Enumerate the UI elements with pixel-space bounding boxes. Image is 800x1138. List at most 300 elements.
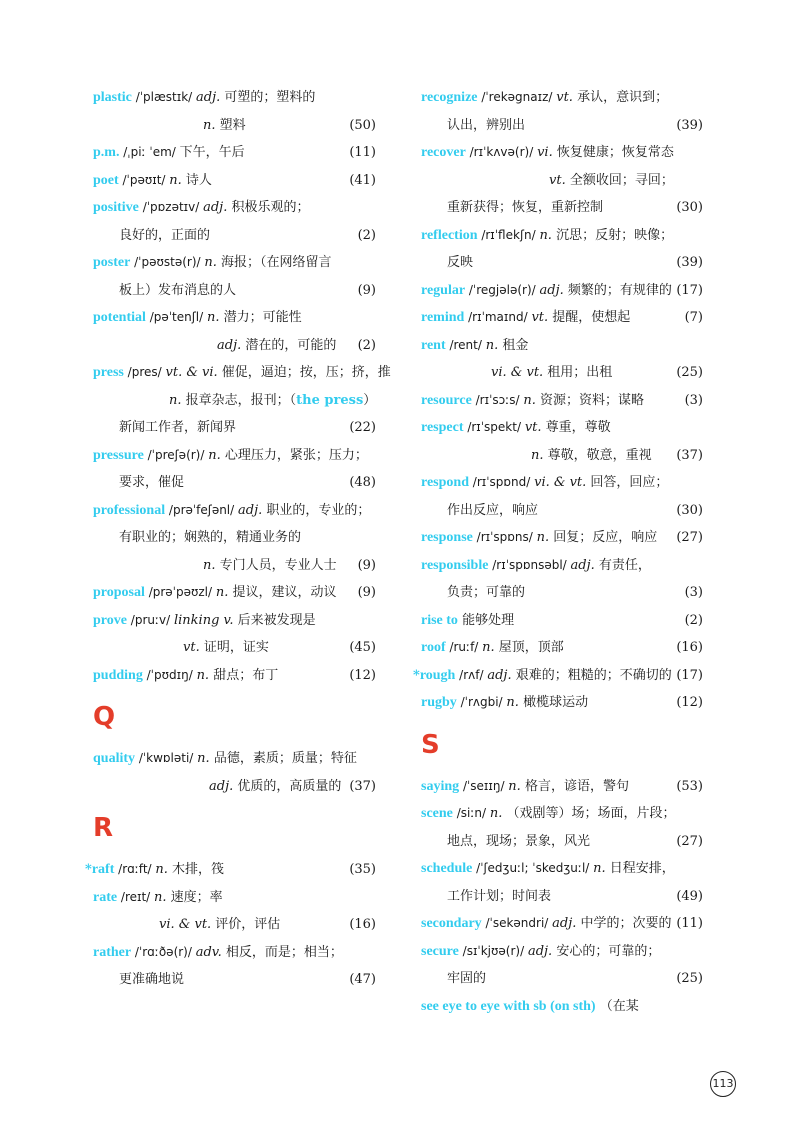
part-of-speech: adj. [570,557,595,573]
glossary-line [93,414,376,442]
unit-reference: (39) [676,255,703,270]
headword: rough [419,667,456,683]
part-of-speech: n. [169,172,182,188]
entry-text [421,332,528,360]
definition-text: 更准确地说 [119,972,185,987]
headword: response [421,530,473,545]
unit-reference: (37) [349,778,376,794]
phonetic: /ˈpreʃə(r)/ [143,447,209,462]
glossary-line [413,662,703,690]
phonetic: /rɪˈflekʃn/ [477,227,540,242]
definition-text: 承认，意识到； [572,90,669,105]
phonetic: /ˈsekəndri/ [481,916,553,930]
glossary-line [93,469,376,497]
unit-reference: (27) [676,530,703,545]
part-of-speech: adj. [527,943,553,959]
part-of-speech: vi. & vt. [491,365,544,380]
definition-text: 恢复健康；恢复常态 [552,145,674,160]
phonetic: /reɪt/ [117,889,155,904]
glossary-line [421,442,703,470]
unit-reference: (17) [676,282,703,298]
glossary-line [93,524,376,552]
definition-text: 报章杂志，报刊；（ [181,392,297,408]
definition-text: 后来被发现是 [233,612,316,628]
entry-text [421,910,672,938]
entry-text [421,84,668,112]
headword: regular [421,282,466,298]
headword: positive [93,200,139,215]
definition-text: 全额收回；寻回； [565,172,674,188]
definition-text: 租金 [498,337,529,353]
glossary-line [93,745,376,773]
phonetic: /ˈpəʊɪt/ [118,172,170,187]
headword: professional [93,502,166,518]
part-of-speech: n. [485,337,499,353]
page-number: 113 [710,1071,736,1097]
phonetic: /ˈʃedʒuːl; ˈskedʒuːl/ [472,861,594,875]
entry-text [119,414,236,442]
part-of-speech: adj. [203,200,228,215]
entry-text [421,304,630,332]
part-of-speech: n. [206,310,220,325]
glossary-line [421,855,703,883]
phonetic: /ˈregjələ(r)/ [465,282,540,297]
entry-text [93,662,278,690]
entry-text [93,745,357,773]
part-of-speech: adj. [539,282,564,298]
phonetic: /ˈpəʊstə(r)/ [130,255,205,269]
section-letter: S [421,729,440,760]
headword: recover [421,145,466,160]
headword: saying [421,778,460,794]
phonetic: /pruːv/ [126,612,174,627]
phonetic: /rɪˈmaɪnd/ [464,310,532,324]
part-of-speech: n. [539,227,552,243]
definition-text: 新闻工作者，新闻界 [119,420,237,435]
definition-text: （在某 [595,998,639,1014]
entry-text [217,332,336,360]
part-of-speech: n. [204,255,217,270]
headword: rise to [421,612,458,628]
glossary-line [93,249,376,277]
glossary-line [93,332,376,360]
phonetic: /siːn/ [452,806,490,820]
definition-text: 橄榄球运动 [518,695,589,710]
headword: pudding [93,667,143,683]
phonetic: /rɪˈkʌvə(r)/ [465,145,538,159]
entry-text [119,277,236,305]
definition-text: 专门人员，专业人士 [215,557,337,573]
entry-text [421,414,611,442]
definition-text: 速度；率 [166,889,223,905]
entry-text [183,634,269,662]
definition-text: 有责任， [594,557,651,573]
part-of-speech: n. [482,640,495,655]
phonetic: /prəˈfeʃənl/ [165,502,239,517]
headword: quality [93,751,136,766]
unit-reference: (3) [684,392,703,408]
definition-text: 牢固的 [447,971,487,986]
definition-text: 有职业的；娴熟的，精通业务的 [119,530,302,545]
definition-text: 塑料 [215,117,246,133]
entry-text [119,966,184,994]
headword: roof [421,640,446,655]
unit-reference: (7) [684,310,703,325]
phonetic: /ˈrekəgnaɪz/ [477,90,557,104]
entry-text [447,883,551,911]
entry-text [421,634,564,662]
unit-reference: (2) [684,612,703,628]
definition-text: * [413,667,420,683]
headword: press [93,365,124,380]
glossary-line [93,911,376,939]
definition-text: 回答，回应； [586,475,669,490]
glossary-line [421,579,703,607]
definition-text: 优质的，高质量的 [233,778,342,794]
unit-reference: (2) [357,227,376,243]
headword: rugby [421,695,457,710]
definition-text: 格言，谚语，警句 [520,778,629,794]
definition-text: 资源；资料；谋略 [535,392,645,408]
phonetic: /rʌf/ [455,667,488,682]
definition-text: 屋顶，顶部 [494,640,564,655]
phonetic: /rent/ [445,337,486,352]
definition-text: 潜在的，可能的 [241,337,337,353]
unit-reference: (3) [684,585,703,600]
glossary-line [421,828,703,856]
definition-text: 潜力；可能性 [219,310,302,325]
unit-reference: (45) [349,640,376,655]
headword: resource [421,392,472,408]
unit-reference: (50) [349,117,376,133]
glossary-line [421,84,703,112]
part-of-speech: n. [203,557,216,573]
unit-reference: (41) [349,172,376,188]
phonetic: /pəˈtenʃl/ [145,310,207,324]
glossary-line [421,938,703,966]
part-of-speech: n. [523,392,536,408]
definition-text: 租用；出租 [543,365,613,380]
glossary-line [421,277,703,305]
entry-text [93,579,337,607]
glossary-line [421,883,703,911]
entry-text [491,359,612,387]
part-of-speech: linking v. [173,612,234,628]
headword: p.m. [93,145,120,160]
definition-text: 催促，逼迫；按，压；挤，推 [217,365,391,380]
glossary-line [421,249,703,277]
entry-text [447,828,590,856]
glossary-line [421,634,703,662]
part-of-speech: vt. [524,420,542,435]
phonetic: /ˌpiː ˈem/ [119,145,180,159]
glossary-line [421,552,703,580]
part-of-speech: n. [155,862,168,877]
glossary-line [421,910,703,938]
definition-text: 中学的；次要的 [576,916,672,931]
entry-text [93,939,343,967]
phonetic: /sɪˈkjʊə(r)/ [458,943,528,958]
unit-reference: (39) [676,117,703,133]
entry-text [93,194,309,222]
entry-text [421,993,639,1021]
entry-text [413,662,672,690]
glossary-line [93,387,376,415]
part-of-speech: n. [506,695,519,710]
entry-text [203,552,337,580]
part-of-speech: n. [169,392,182,408]
definition-text: ） [363,392,377,408]
entry-text [209,773,341,801]
unit-reference: (2) [357,337,376,353]
part-of-speech: adv. [195,944,222,960]
glossary-line [93,277,376,305]
entry-text [203,112,246,140]
phonetic: /prəˈpəʊzl/ [144,585,216,599]
definition-text: 重新获得；恢复，重新控制 [447,200,604,215]
entry-text [447,965,486,993]
part-of-speech: n. [215,585,229,600]
entry-text [421,222,673,250]
entry-text [119,524,301,552]
part-of-speech: n. [203,117,216,133]
glossary-line [421,194,703,222]
part-of-speech: n. [593,861,606,876]
glossary-line [421,304,703,332]
definition-text: 积极乐观的； [227,200,310,215]
entry-text [119,469,184,497]
entry-text [93,497,370,525]
glossary-line [93,939,376,967]
glossary-line [93,884,376,912]
definition-text: 证明，证实 [199,640,269,655]
phonetic: /ˈkwɒləti/ [135,751,198,765]
entry-text [421,800,676,828]
definition-text: 诗人 [181,172,212,188]
glossary-line [93,304,376,332]
part-of-speech: n. [154,889,167,905]
definition-text: 下午，午后 [179,145,245,160]
part-of-speech: n. [196,667,210,683]
headword: rather [93,944,132,960]
headword: remind [421,310,465,325]
definition-text: 回复；反应，响应 [549,530,658,545]
entry-text [421,277,672,305]
phonetic: /rɪˈsɔːs/ [471,392,524,407]
entry-text [119,222,210,250]
part-of-speech: n. [197,751,210,766]
part-of-speech: adj. [217,337,242,353]
entry-text [421,855,675,883]
glossary-line [421,497,703,525]
headword: prove [93,612,127,628]
definition-text: 认出，辨别出 [447,117,526,133]
headword: recognize [421,90,478,105]
glossary-line [93,773,376,801]
part-of-speech: adj. [196,90,221,105]
glossary-line [93,359,391,387]
unit-reference: (25) [676,365,703,380]
phonetic: /rɪˈspɒnd/ [468,475,535,489]
definition-text: 相反，而是；相当； [221,944,343,960]
entry-text [549,167,674,195]
definition-text: 要求，催促 [119,475,185,490]
unit-reference: (16) [349,917,376,932]
headword: plastic [93,90,132,105]
glossary-line [93,84,376,112]
entry-text [93,884,223,912]
definition-text: 木排，筏 [167,862,225,877]
glossary-line [93,634,376,662]
part-of-speech: n. [508,778,521,794]
part-of-speech: vt. [183,640,200,655]
definition-text: 板上）发布消息的人 [119,282,237,298]
entry-text [421,773,629,801]
headword: respect [421,420,464,435]
part-of-speech: n. [531,447,544,463]
glossary-line [93,552,376,580]
definition-text: 甜点；布丁 [209,667,279,683]
glossary-line [421,965,703,993]
glossary-line [93,662,376,690]
entry-text [421,387,644,415]
unit-reference: (27) [676,833,703,849]
entry-text [447,497,538,525]
glossary-line [93,139,376,167]
phonetic: /rɪˈspekt/ [463,420,525,434]
headword: see eye to eye with sb (on sth) [421,998,596,1014]
definition-text: 尊敬，敬意，重视 [543,447,652,463]
definition-text: * [85,862,92,877]
part-of-speech: vi. & vt. [534,475,587,490]
glossary-line [93,112,376,140]
glossary-line [93,497,376,525]
entry-text [93,249,332,277]
definition-text: 地点，现场；景象，风光 [447,833,591,849]
glossary-line [421,524,703,552]
glossary-line [421,112,703,140]
definition-text: 作出反应，响应 [447,502,539,518]
glossary-line [93,167,376,195]
definition-text: 海报；（在网络留言 [216,255,332,270]
glossary-line [421,469,703,497]
entry-text [421,469,668,497]
entry-text [421,139,674,167]
glossary-line [421,359,703,387]
entry-text [421,607,514,635]
section-letter: Q [93,702,116,732]
unit-reference: (25) [676,971,703,986]
headword: proposal [93,585,145,600]
definition-text: 工作计划；时间表 [447,888,552,904]
entry-text [93,167,212,195]
unit-reference: (17) [676,667,703,683]
headword: potential [93,310,146,325]
part-of-speech: vt. [531,310,549,325]
part-of-speech: n. [489,806,503,821]
headword: reflection [421,227,478,243]
unit-reference: (16) [676,640,703,655]
glossary-column-right [413,84,703,1020]
entry-text [447,112,525,140]
unit-reference: (11) [676,916,703,931]
phonetic: /ˈpɒzətɪv/ [138,200,204,214]
entry-text [169,387,376,415]
glossary-line [93,222,376,250]
unit-reference: (9) [357,585,376,600]
entry-text [421,689,588,717]
glossary-line [93,966,376,994]
headword: rent [421,337,446,353]
part-of-speech: vt. [556,90,573,105]
entry-text [447,579,525,607]
phonetic: /ruːf/ [445,640,483,654]
unit-reference: (9) [357,282,376,298]
headword: responsible [421,557,489,573]
part-of-speech: adj. [552,916,577,931]
unit-reference: (53) [676,778,703,794]
entry-text [159,911,280,939]
definition-text: 提议，建议，动议 [228,585,337,600]
entry-text [93,139,245,167]
definition-text: 频繁的；有规律的 [563,282,672,298]
unit-reference: (12) [676,695,703,710]
phonetic: /rɪˈspɒnsəbl/ [488,557,571,572]
definition-text: 良好的，正面的 [119,227,211,243]
definition-text: 沉思；反射；映像； [551,227,674,243]
definition-text: 职业的，专业的； [262,502,371,518]
glossary-line [85,856,376,884]
glossary-line [93,442,376,470]
headword: scene [421,806,453,821]
definition-text: 反映 [447,255,474,270]
phonetic: /ˈplæstɪk/ [131,90,197,104]
unit-reference: (22) [349,420,376,435]
headword: poet [93,172,119,188]
glossary-line [421,387,703,415]
part-of-speech: adj. [487,667,512,683]
unit-reference: (30) [676,502,703,518]
definition-text: 负责；可靠的 [447,585,526,600]
part-of-speech: adj. [238,502,263,518]
definition-text: 日程安排， [605,861,675,876]
glossary-line [421,773,703,801]
unit-reference: (37) [676,447,703,463]
glossary-line [421,800,703,828]
part-of-speech: vi. & vt. [159,917,212,932]
unit-reference: (35) [349,862,376,877]
headword: rate [93,889,118,905]
headword: poster [93,255,131,270]
definition-text: （戏剧等）场；场面，片段； [502,806,676,821]
entry-text [93,359,391,387]
glossary-line [421,222,703,250]
phonetic: /ˈrɑːðə(r)/ [131,944,196,959]
headword: secondary [421,916,482,931]
unit-reference: (48) [349,475,376,490]
headword: respond [421,475,469,490]
glossary-line [421,139,703,167]
entry-text [85,856,224,884]
part-of-speech: n. [536,530,550,545]
definition-text: the press [296,392,364,408]
phonetic: /rɪˈspɒns/ [472,530,537,544]
definition-text: 提醒，使想起 [548,310,631,325]
entry-text [447,194,603,222]
glossary-line [421,414,703,442]
glossary-line [421,332,703,360]
phonetic: /rɑːft/ [114,862,156,876]
